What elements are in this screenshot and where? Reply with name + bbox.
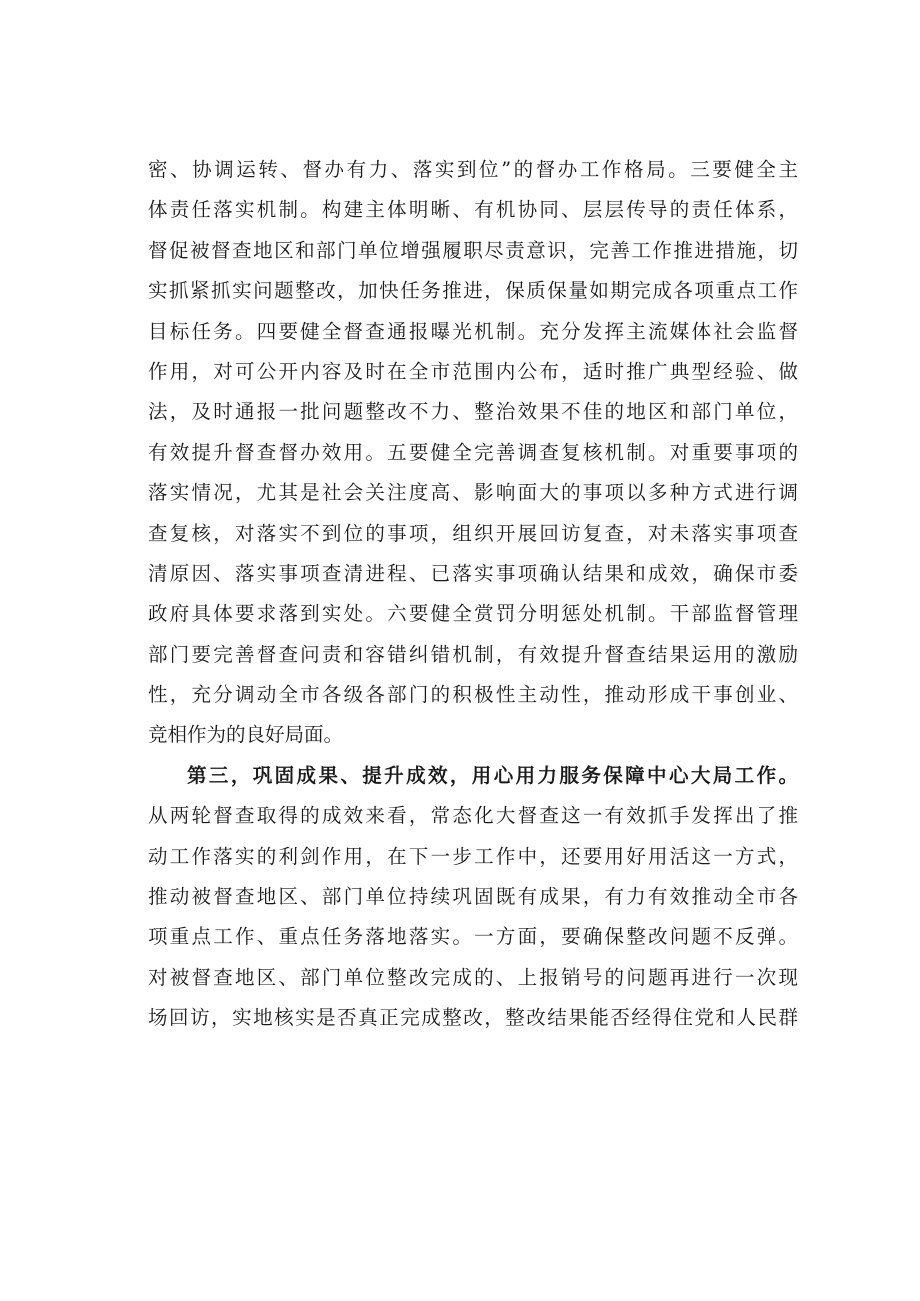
section-heading: 第三，巩固成果、提升成效，用心用力服务保障中心大局工作。 [187, 763, 798, 787]
text-line: 政府具体要求落到实处。六要健全赏罚分明惩处机制。干部监督管理 [148, 602, 798, 626]
text-line: 对被督查地区、部门单位整改完成的、上报销号的问题再进行一次现 [148, 965, 798, 989]
text-line: 法，及时通报一批问题整改不力、整治效果不佳的地区和部门单位， [148, 400, 798, 424]
text-line: 动工作落实的利剑作用，在下一步工作中，还要用好用活这一方式， [148, 844, 798, 868]
text-line: 有效提升督查督办效用。五要健全完善调查复核机制。对重要事项的 [148, 440, 798, 464]
body-text [148, 150, 798, 1039]
text-line: 密、协调运转、督办有力、落实到位”的督办工作格局。三要健全主 [148, 158, 798, 181]
text-line: 督促被督查地区和部门单位增强履职尽责意识，完善工作推进措施，切 [148, 238, 798, 262]
text-line: 作用，对可公开内容及时在全市范围内公布，适时推广典型经验、做 [148, 359, 798, 383]
text-line: 部门要完善督查问责和容错纠错机制，有效提升督查结果运用的激励 [148, 642, 798, 666]
text-line: 实抓紧抓实问题整改，加快任务推进，保质保量如期完成各项重点工作 [148, 279, 798, 303]
text-line: 竞相作为的良好局面。 [148, 723, 344, 747]
text-line: 查复核，对落实不到位的事项，组织开展回访复查，对未落实事项查 [148, 521, 798, 545]
text-line: 从两轮督查取得的成效来看，常态化大督查这一有效抓手发挥出了推 [148, 804, 798, 828]
text-line: 性，充分调动全市各级各部门的积极性主动性，推动形成干事创业、 [148, 683, 798, 707]
text-line: 清原因、落实事项查清进程、已落实事项确认结果和成效，确保市委 [148, 561, 798, 585]
text-line: 场回访，实地核实是否真正完成整改，整改结果能否经得住党和人民群 [148, 1006, 798, 1030]
text-line: 落实情况，尤其是社会关注度高、影响面大的事项以多种方式进行调 [148, 481, 798, 505]
text-line: 推动被督查地区、部门单位持续巩固既有成果，有力有效推动全市各 [148, 885, 798, 909]
text-line: 目标任务。四要健全督查通报曝光机制。充分发挥主流媒体社会监督 [148, 319, 798, 343]
text-line: 项重点工作、重点任务落地落实。一方面，要确保整改问题不反弹。 [148, 925, 798, 949]
text-line: 体责任落实机制。构建主体明晰、有机协同、层层传导的责任体系， [148, 198, 798, 222]
